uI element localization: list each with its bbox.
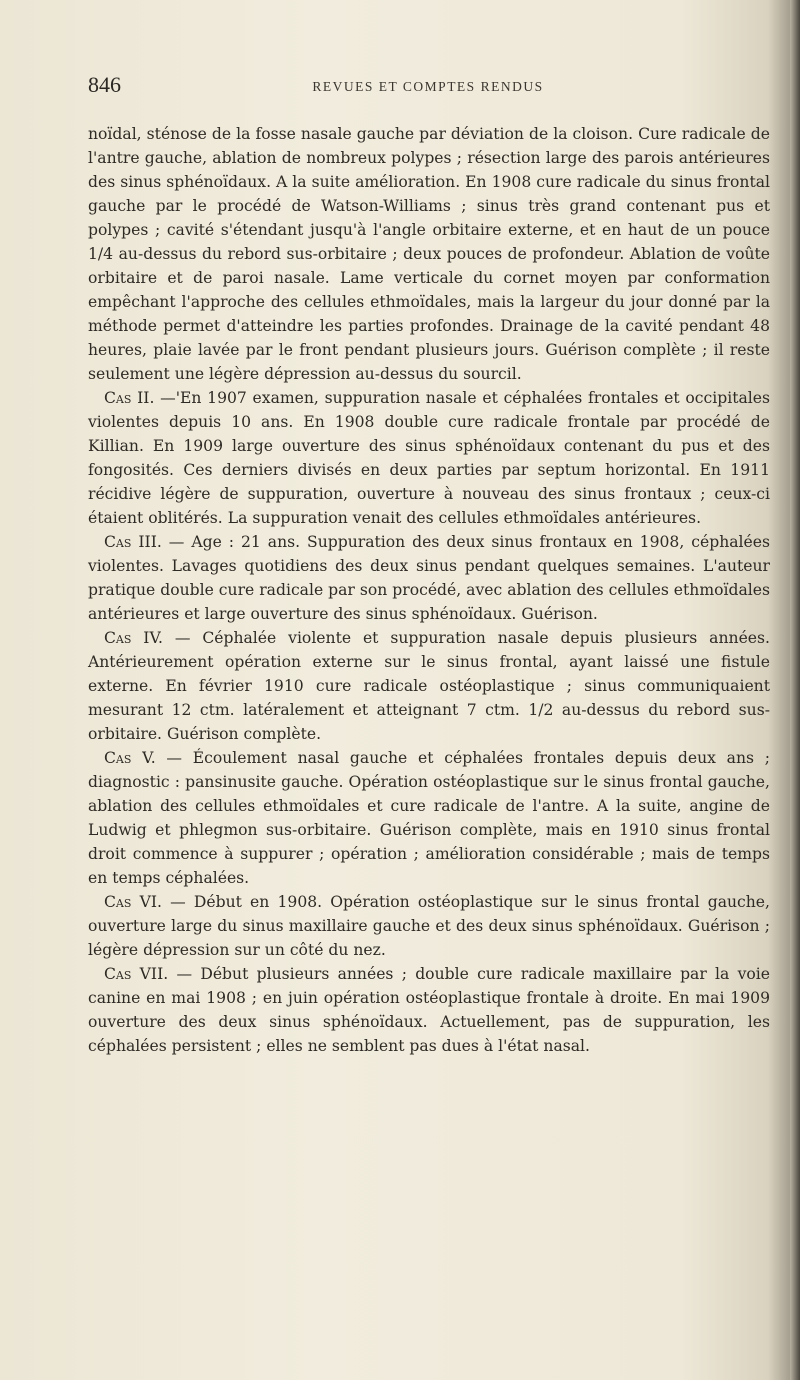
paragraph-text: noïdal, sténose de la fosse nasale gauche par déviation de la cloison. Cure radicale de l'antre gauche, ablation de nombreux polypes ; résection large des parois antérieures des sinus sphénoïdaux. A la suite amélioration. En 1908 cure radicale du sinus frontal gauche par le procédé de Watson-Williams ; sinus très grand contenant pus et polypes ; cavité s'étendant jusqu'à l'angle orbitaire externe, et en haut de un pouce 1/4 au-dessus du rebord sus-orbitaire ; deux pouces de profondeur. Ablation de voûte orbitaire et de paroi nasale. Lame verticale du cornet moyen par conformation empêchant l'approche des cellules ethmoïdales, mais la largeur du jour donné par la méthode permet d'atteindre les parties profondes. Drainage de la cavité pendant 48 heures, plaie lavée par le front pendant plusieurs jours. Guérison complète ; il reste seulement une légère dépression au-dessus du sourcil.: [88, 125, 770, 383]
paragraph-case-6: [88, 890, 770, 962]
paragraph-case-2: [88, 386, 770, 530]
paragraph-continuation: [88, 122, 770, 386]
paragraph-case-7: [88, 962, 770, 1058]
page-number: 846: [88, 72, 121, 97]
paragraph-text: —'En 1907 examen, suppuration nasale et céphalées frontales et occipitales violentes depuis 10 ans. En 1908 double cure radicale frontale par procédé de Killian. En 1909 large ouverture des sinus sphénoïdaux contenant du pus et des fongosités. Ces derniers divisés en deux parties par septum horizontal. En 1911 récidive légère de suppuration, ouverture à nouveau des sinus frontaux ; ceux-ci étaient oblitérés. La suppuration venait des cellules ethmoïdales antérieures.: [88, 389, 770, 527]
paragraph-text: — Age : 21 ans. Suppuration des deux sinus frontaux en 1908, céphalées violentes. Lavages quotidiens des deux sinus pendant quelques semaines. L'auteur pratique double cure radicale par son procédé, avec ablation des cellules ethmoïdales antérieures et large ouverture des sinus sphénoïdaux. Guérison.: [88, 533, 770, 623]
page-header: [88, 72, 768, 108]
paragraph-text: — Début plusieurs années ; double cure radicale maxillaire par la voie canine en mai 1908 ; en juin opération ostéoplastique frontale à droite. En mai 1909 ouverture des deux sinus sphénoïdaux. Actuellement, pas de suppuration, les céphalées persistent ; elles ne semblent pas dues à l'état nasal.: [88, 965, 771, 1055]
case-label: Cas VI.: [104, 893, 162, 911]
paragraph-case-3: [88, 530, 770, 626]
page-edge-shadow: [790, 0, 800, 1380]
case-label: Cas VII.: [104, 965, 169, 983]
running-title: REVUES ET COMPTES RENDUS: [312, 79, 544, 94]
paragraph-text: — Écoulement nasal gauche et céphalées frontales depuis deux ans ; diagnostic : pansinusite gauche. Opération ostéoplastique sur le sinus frontal gauche, ablation des cellules ethmoïdales et cure radicale de l'antre. A la suite, angine de Ludwig et phlegmon sus-orbitaire. Guérison complète, mais en 1910 sinus frontal droit commence à suppurer ; opération ; amélioration considérable ; mais de temps en temps céphalées.: [88, 749, 770, 887]
case-label: Cas V.: [104, 749, 156, 767]
case-label: Cas IV.: [104, 629, 163, 647]
paragraph-text: — Céphalée violente et suppuration nasale depuis plusieurs années. Antérieurement opération externe sur le sinus frontal, ayant laissé une fistule externe. En février 1910 cure radicale ostéoplastique ; sinus communiquaient mesurant 12 ctm. latéralement et atteignant 7 ctm. 1/2 au-dessus du rebord sus-orbitaire. Guérison complète.: [88, 629, 770, 743]
article-body: [88, 122, 770, 1058]
paragraph-case-5: [88, 746, 770, 890]
case-label: Cas II.: [104, 389, 155, 407]
paragraph-text: — Début en 1908. Opération ostéoplastique sur le sinus frontal gauche, ouverture large du sinus maxillaire gauche et des deux sinus sphénoïdaux. Guérison ; légère dépression sur un côté du nez.: [88, 893, 770, 959]
case-label: Cas III.: [104, 533, 162, 551]
paragraph-case-4: [88, 626, 770, 746]
